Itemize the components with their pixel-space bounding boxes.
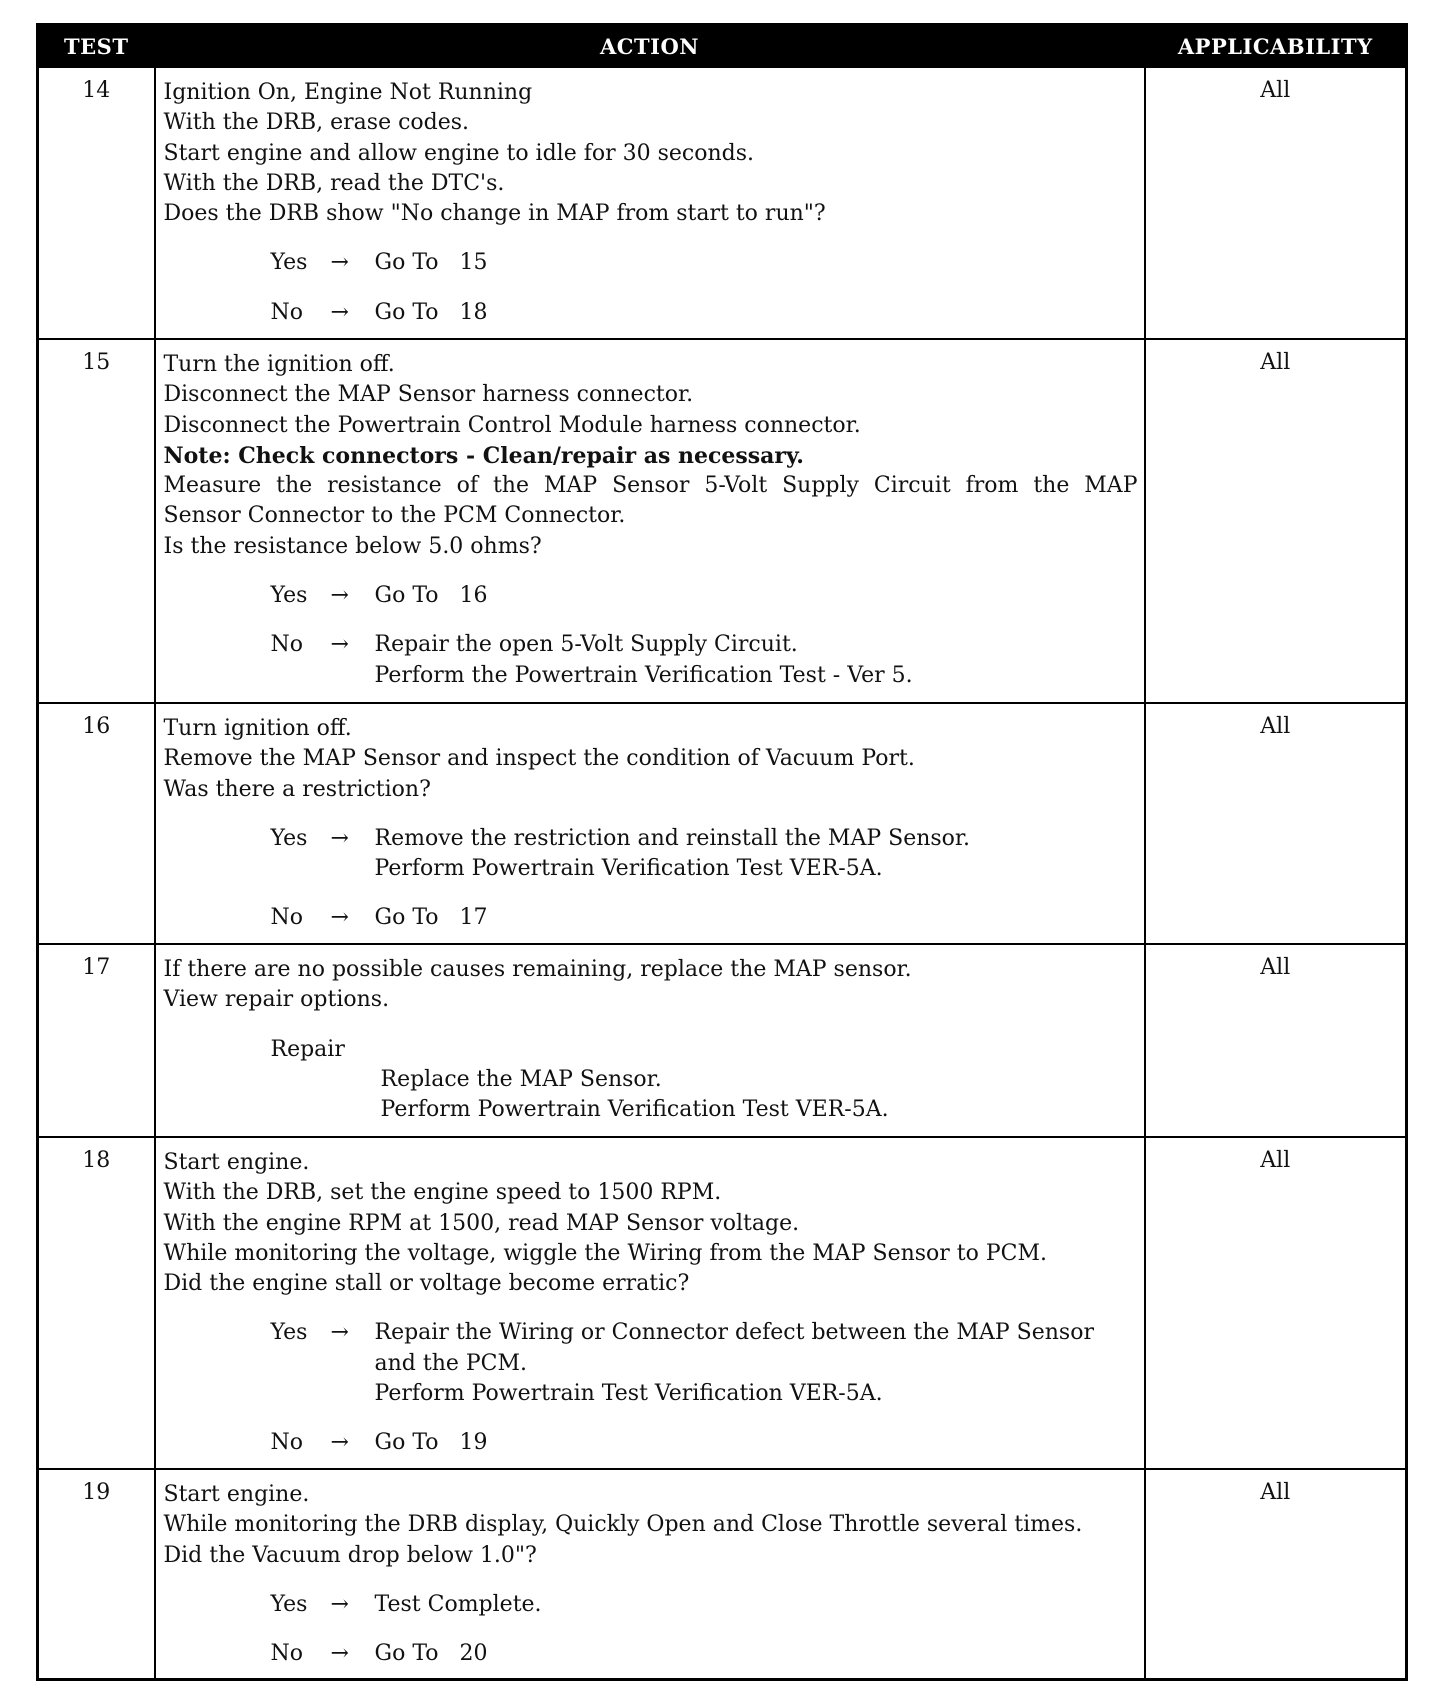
yes-result xyxy=(375,248,1138,278)
applicability-cell: All xyxy=(1145,339,1407,703)
arrow-icon: → xyxy=(330,250,349,276)
action-line: Disconnect the Powertrain Control Module harness connector. xyxy=(163,412,861,438)
result-line: Go To 17 xyxy=(374,905,488,931)
result-line: Repair the Wiring or Connector defect between the MAP Sensor xyxy=(374,1320,1094,1346)
action-cell xyxy=(155,67,1145,339)
applicability-cell: All xyxy=(1145,1137,1407,1469)
action-line: Turn the ignition off. xyxy=(163,352,395,377)
result-line: Perform Powertrain Verification Test VER-5A. xyxy=(374,856,883,882)
test-number: 17 xyxy=(38,944,155,1137)
result-line: Go To 15 xyxy=(374,250,488,276)
repair-label: Repair xyxy=(270,1036,345,1062)
no-result xyxy=(375,630,1138,691)
result-line: Perform the Powertrain Verification Test - Ver 5. xyxy=(374,662,913,688)
no-result xyxy=(375,903,1138,933)
applicability-cell: All xyxy=(1145,703,1407,944)
no-result xyxy=(375,298,1138,328)
test-row-17 xyxy=(38,944,1407,1137)
no-result xyxy=(375,1639,1138,1669)
action-line: View repair options. xyxy=(163,987,390,1013)
action-line: Turn ignition off. xyxy=(163,716,352,741)
action-line: Remove the MAP Sensor and inspect the condition of Vacuum Port. xyxy=(163,746,915,772)
yes-result xyxy=(375,824,1138,885)
yes-branch xyxy=(164,1318,1138,1409)
yes-label: Yes xyxy=(270,583,308,609)
yes-result xyxy=(375,1318,1138,1409)
result-line: Replace the MAP Sensor. xyxy=(380,1066,662,1092)
header-applicability: APPLICABILITY xyxy=(1145,25,1407,68)
yes-branch xyxy=(164,1590,1138,1620)
action-line: Start engine. xyxy=(163,1482,310,1507)
action-line: Sensor Connector to the PCM Connector. xyxy=(163,503,626,529)
result-line: Perform Powertrain Verification Test VER-5A. xyxy=(380,1097,889,1123)
test-number: 14 xyxy=(38,67,155,339)
test-number: 19 xyxy=(38,1469,155,1679)
no-label: No xyxy=(270,1641,303,1667)
result-line: Remove the restriction and reinstall the MAP Sensor. xyxy=(374,825,971,851)
yes-result xyxy=(375,1590,1138,1620)
action-cell xyxy=(155,703,1145,944)
test-number: 15 xyxy=(38,339,155,703)
result-line: Go To 19 xyxy=(374,1430,488,1456)
action-line: Start engine and allow engine to idle for 30 seconds. xyxy=(163,140,755,166)
action-line: Disconnect the MAP Sensor harness connector. xyxy=(163,382,694,408)
action-line: With the DRB, erase codes. xyxy=(163,110,470,136)
yes-result xyxy=(375,581,1138,611)
no-branch xyxy=(164,903,1138,933)
action-line: With the DRB, read the DTC's. xyxy=(163,170,505,196)
result-line: Perform Powertrain Test Verification VER-5A. xyxy=(374,1381,883,1407)
table-header xyxy=(38,25,1407,68)
repair-result xyxy=(381,1065,1138,1126)
action-line: While monitoring the DRB display, Quickly Open and Close Throttle several times. xyxy=(163,1512,1083,1538)
result-line: Go To 16 xyxy=(374,583,488,609)
yes-branch xyxy=(164,581,1138,611)
applicability-cell: All xyxy=(1145,67,1407,339)
action-line: Ignition On, Engine Not Running xyxy=(163,80,533,105)
test-row-18 xyxy=(38,1137,1407,1469)
arrow-icon: → xyxy=(330,905,349,931)
result-line: Repair the open 5-Volt Supply Circuit. xyxy=(374,632,798,658)
arrow-icon: → xyxy=(330,1430,349,1456)
yes-branch xyxy=(164,824,1138,885)
test-row-14 xyxy=(38,67,1407,339)
no-branch xyxy=(164,1639,1138,1669)
result-line: Test Complete. xyxy=(374,1591,542,1617)
test-row-19 xyxy=(38,1469,1407,1679)
action-line: Measure the resistance of the MAP Sensor 5-Volt Supply Circuit from the MAP xyxy=(163,473,1138,499)
yes-label: Yes xyxy=(270,1591,308,1617)
result-line: Go To 18 xyxy=(374,299,488,325)
no-branch xyxy=(164,298,1138,328)
action-line: With the DRB, set the engine speed to 1500 RPM. xyxy=(163,1180,722,1206)
no-branch xyxy=(164,1428,1138,1458)
arrow-icon: → xyxy=(330,1591,349,1617)
action-cell xyxy=(155,944,1145,1137)
test-number: 18 xyxy=(38,1137,155,1469)
note-line: Note: Check connectors - Clean/repair as necessary. xyxy=(163,442,804,469)
arrow-icon: → xyxy=(330,1641,349,1667)
arrow-icon: → xyxy=(330,583,349,609)
header-action: ACTION xyxy=(155,25,1145,68)
no-label: No xyxy=(270,299,303,325)
test-row-15 xyxy=(38,339,1407,703)
yes-label: Yes xyxy=(270,250,308,276)
yes-label: Yes xyxy=(270,825,308,851)
no-branch xyxy=(164,630,1138,691)
result-line: and the PCM. xyxy=(374,1350,528,1376)
no-label: No xyxy=(270,632,303,658)
diagnostic-table xyxy=(36,23,1408,1681)
test-row-16 xyxy=(38,703,1407,944)
action-line: Did the Vacuum drop below 1.0"? xyxy=(163,1542,537,1568)
test-number: 16 xyxy=(38,703,155,944)
action-line: Was there a restriction? xyxy=(163,776,431,802)
arrow-icon: → xyxy=(330,299,349,325)
result-line: Go To 20 xyxy=(374,1641,488,1667)
action-line: If there are no possible causes remaining, replace the MAP sensor. xyxy=(163,957,912,982)
no-label: No xyxy=(270,905,303,931)
arrow-icon: → xyxy=(330,632,349,658)
repair-branch xyxy=(164,1035,1138,1126)
yes-branch xyxy=(164,248,1138,278)
applicability-cell: All xyxy=(1145,1469,1407,1679)
yes-label: Yes xyxy=(270,1320,308,1346)
action-line: Start engine. xyxy=(163,1150,310,1175)
no-result xyxy=(375,1428,1138,1458)
action-cell xyxy=(155,1469,1145,1679)
action-cell xyxy=(155,1137,1145,1469)
arrow-icon: → xyxy=(330,1320,349,1346)
no-label: No xyxy=(270,1430,303,1456)
header-test: TEST xyxy=(38,25,155,68)
action-line: Does the DRB show "No change in MAP from start to run"? xyxy=(163,201,826,227)
action-cell xyxy=(155,339,1145,703)
action-line: With the engine RPM at 1500, read MAP Sensor voltage. xyxy=(163,1210,800,1236)
action-line: Is the resistance below 5.0 ohms? xyxy=(163,533,542,559)
arrow-icon: → xyxy=(330,825,349,851)
action-line: Did the engine stall or voltage become erratic? xyxy=(163,1271,690,1297)
applicability-cell: All xyxy=(1145,944,1407,1137)
action-line: While monitoring the voltage, wiggle the Wiring from the MAP Sensor to PCM. xyxy=(163,1240,1048,1266)
